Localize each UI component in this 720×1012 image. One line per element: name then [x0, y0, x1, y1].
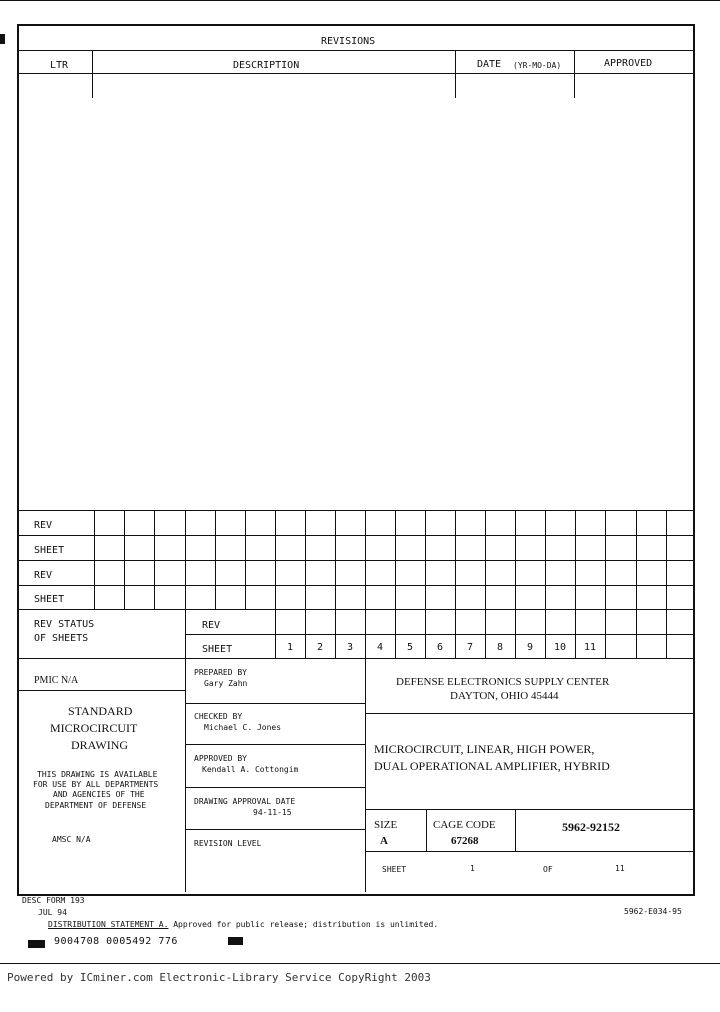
sheet-row-label-2: SHEET	[34, 594, 65, 605]
size-value: A	[380, 835, 388, 847]
pmic-rule	[17, 690, 185, 691]
of-label: OF	[543, 865, 553, 874]
rev-row-label-2: REV	[34, 570, 53, 581]
distribution-statement	[48, 921, 438, 929]
grid-status-col-line	[185, 609, 186, 658]
desc-form: DESC FORM 193	[22, 896, 85, 905]
approval-date: 94-11-15	[253, 808, 292, 817]
col-date-format: (YR-MO-DA)	[513, 61, 562, 70]
checked-by-name: Michael C. Jones	[204, 723, 282, 732]
grid-col-line	[425, 510, 426, 609]
size-label: SIZE	[374, 819, 398, 831]
sheet-number-cell: 8	[496, 641, 504, 653]
availability-4: DEPARTMENT OF DEFENSE	[45, 801, 147, 810]
drawing-title-2: DUAL OPERATIONAL AMPLIFIER, HYBRID	[374, 759, 610, 773]
grid-rule-3	[17, 585, 693, 586]
grid-col-line	[395, 510, 396, 609]
availability-1: THIS DRAWING IS AVAILABLE	[37, 770, 158, 779]
grid-top-rule	[17, 510, 693, 511]
title-rule	[365, 809, 693, 810]
grid-col-line	[636, 510, 637, 609]
grid-status-col-line	[636, 609, 637, 658]
agency-line-2: DAYTON, OHIO 45444	[450, 690, 559, 702]
col-description: DESCRIPTION	[233, 60, 300, 71]
revisions-columns-rule	[17, 73, 693, 74]
approved-by-label: APPROVED BY	[194, 754, 247, 763]
desc-form-date: JUL 94	[38, 908, 67, 917]
col-approved: APPROVED	[604, 58, 653, 69]
rev-status-sheet-label: SHEET	[202, 644, 233, 655]
grid-col-line	[605, 510, 606, 609]
grid-col-line	[545, 510, 546, 609]
powered-by: Powered by ICminer.com Electronic-Library Service CopyRight 2003	[7, 971, 431, 984]
sheet-number-cell: 10	[553, 641, 567, 653]
sheet-number-cell: 2	[316, 641, 324, 653]
grid-col-line	[485, 510, 486, 609]
standard-title-2: MICROCIRCUIT	[50, 721, 138, 735]
barcode-mark-left	[28, 940, 45, 948]
revisions-header: REVISIONS	[321, 36, 376, 47]
of-value: 11	[615, 864, 625, 873]
distribution-label: DISTRIBUTION STATEMENT A.	[48, 920, 169, 929]
powered-rule	[0, 963, 720, 964]
signoff-rule-2	[185, 744, 365, 745]
prepared-by-name: Gary Zahn	[204, 679, 248, 688]
grid-col-line	[275, 510, 276, 609]
grid-rule-5	[185, 634, 693, 635]
size-divider	[426, 809, 427, 851]
amsc: AMSC N/A	[52, 835, 91, 844]
grid-rule-1	[17, 535, 693, 536]
revisions-header-rule	[17, 50, 693, 51]
grid-col-line	[365, 510, 366, 609]
grid-status-col-line	[666, 609, 667, 658]
sheet-value: 1	[470, 864, 475, 873]
col-divider-2	[455, 50, 456, 98]
sheet-number-cell: 1	[286, 641, 294, 653]
grid-rule-2	[17, 560, 693, 561]
signoff-rule-3	[185, 787, 365, 788]
availability-2: FOR USE BY ALL DEPARTMENTS	[33, 780, 159, 789]
ident-rule	[365, 851, 693, 852]
grid-col-line	[124, 510, 125, 609]
cage-divider	[515, 809, 516, 851]
drawing-number: 5962-92152	[562, 820, 620, 834]
grid-col-line	[185, 510, 186, 609]
checked-by-label: CHECKED BY	[194, 712, 243, 721]
grid-col-line	[215, 510, 216, 609]
grid-col-line	[154, 510, 155, 609]
grid-rule-4	[17, 609, 693, 610]
sheet-label: SHEET	[382, 865, 407, 874]
agency-rule	[365, 713, 693, 714]
agency-line-1: DEFENSE ELECTRONICS SUPPLY CENTER	[396, 676, 610, 688]
rev-status-line2: OF SHEETS	[34, 633, 89, 644]
revision-level-label: REVISION LEVEL	[194, 839, 262, 848]
col-divider-1	[92, 50, 93, 98]
grid-col-line	[515, 510, 516, 609]
barcode-text: 9004708 0005492 776	[54, 936, 178, 947]
col-date: DATE	[477, 59, 502, 70]
grid-bottom-rule	[17, 658, 693, 659]
grid-col-line	[305, 510, 306, 609]
page-top-rule	[0, 0, 720, 1]
form-code: 5962-E034-95	[624, 907, 682, 916]
left-block-divider	[185, 658, 186, 892]
prepared-by-label: PREPARED BY	[194, 668, 247, 677]
rev-status-rev-label: REV	[202, 620, 221, 631]
col-ltr: LTR	[50, 60, 69, 71]
signoff-rule-1	[185, 703, 365, 704]
distribution-text: Approved for public release; distribution is unlimited.	[168, 920, 439, 929]
sheet-number-cell: 6	[436, 641, 444, 653]
rev-status-line1: REV STATUS	[34, 619, 95, 630]
mid-block-divider	[365, 658, 366, 892]
grid-col-line	[94, 510, 95, 609]
sheet-number-cell: 4	[376, 641, 384, 653]
cage-code-label: CAGE CODE	[433, 819, 496, 831]
drawing-title-1: MICROCIRCUIT, LINEAR, HIGH POWER,	[374, 742, 595, 756]
grid-status-col-line	[605, 609, 606, 658]
availability-3: AND AGENCIES OF THE	[53, 790, 145, 799]
barcode-mark-right	[228, 937, 243, 945]
standard-title-1: STANDARD	[68, 704, 133, 718]
sheet-number-cell: 5	[406, 641, 414, 653]
sheet-number-cell: 11	[583, 641, 597, 653]
approved-by-name: Kendall A. Cottongim	[202, 765, 299, 774]
grid-col-line	[666, 510, 667, 609]
signoff-rule-4	[185, 829, 365, 830]
sheet-number-cell: 7	[466, 641, 474, 653]
approval-date-label: DRAWING APPROVAL DATE	[194, 797, 296, 806]
sheet-number-cell: 3	[346, 641, 354, 653]
cage-code-value: 67268	[451, 835, 479, 847]
pmic: PMIC N/A	[34, 675, 79, 686]
grid-col-line	[455, 510, 456, 609]
scan-mark-left	[0, 34, 5, 44]
standard-title-3: DRAWING	[71, 738, 129, 752]
rev-row-label-1: REV	[34, 520, 53, 531]
grid-col-line	[245, 510, 246, 609]
sheet-number-cell: 9	[526, 641, 534, 653]
grid-col-line	[335, 510, 336, 609]
sheet-row-label-1: SHEET	[34, 545, 65, 556]
col-divider-3	[574, 50, 575, 98]
grid-col-line	[575, 510, 576, 609]
